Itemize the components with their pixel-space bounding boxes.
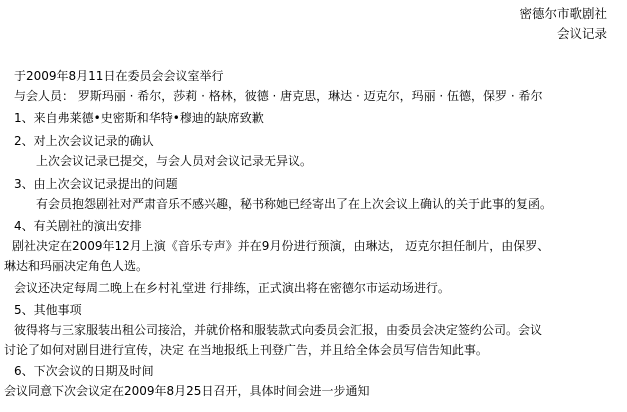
item-body-line: 有会员抱怨剧社对严肃音乐不感兴趣，秘书称她已经寄出了在上次会议上确认的关于此事的复函。 (36, 197, 553, 211)
document-type: 会议记录 (556, 26, 607, 41)
item-heading: 4、有关剧社的演出安排 (14, 219, 142, 233)
item-body-line: 剧社决定在2009年12月上演《音乐专声》并在9月份进行预演，由琳达， 迈克尔担任制片，由保罗、 (12, 239, 550, 253)
attendees-line: 与会人员： 罗斯玛丽 · 希尔，莎莉 · 格林，彼德 · 唐克思，琳达 · 迈克尔，玛丽 · 伍德，保罗 · 希尔 (14, 89, 543, 103)
item-body-line: 讨论了如何对剧目进行宣传，决定 在当地报纸上刊登广告，并且给全体会员写信告知此事。 (4, 343, 488, 357)
item-heading: 3、由上次会议记录提出的问题 (14, 177, 178, 191)
item-body-line: 彼得将与三家服装出租公司接洽，并就价格和服装款式向委员会汇报，由委员会决定签约公司。会议 (14, 323, 543, 337)
item-heading: 1、来自弗莱德•史密斯和华特•穆迪的缺席致歉 (14, 111, 264, 125)
item-heading: 6、下次会议的日期及时间 (14, 364, 154, 378)
item-heading: 2、对上次会议记录的确认 (14, 134, 154, 148)
item-heading: 5、其他事项 (14, 303, 82, 317)
item-body-line: 上次会议记录已提交，与会人员对会议记录无异议。 (36, 154, 313, 168)
item-body-line: 会议还决定每周二晚上在乡村礼堂进 行排练，正式演出将在密德尔市运动场进行。 (14, 281, 450, 295)
meeting-date-place: 于2009年8月11日在委员会会议室举行 (14, 69, 224, 83)
item-body-line: 琳达和玛丽决定角色人选。 (4, 259, 149, 273)
item-body-line: 会议同意下次会议定在2009年8月25日召开，具体时间会进一步通知 (4, 384, 370, 398)
organization-name: 密德尔市歌剧社 (519, 6, 607, 21)
